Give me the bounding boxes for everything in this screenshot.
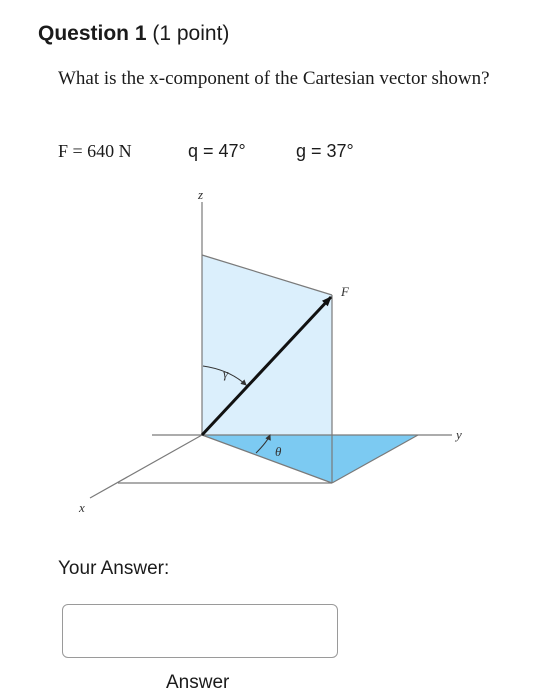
question-number: Question 1 <box>38 22 147 45</box>
given-force: F = 640 N <box>58 141 132 161</box>
x-axis <box>90 435 202 498</box>
axis-z-label: z <box>198 187 204 202</box>
gamma-label: γ <box>223 366 229 381</box>
answer-input[interactable] <box>62 604 338 658</box>
given-angle-q: q = 47° <box>188 141 246 161</box>
question-points: (1 point) <box>152 22 230 45</box>
answer-caption: Answer <box>166 672 230 693</box>
horizontal-plane <box>202 435 418 483</box>
axis-y-label: y <box>456 427 462 442</box>
question-title <box>38 22 229 46</box>
given-values <box>58 141 498 165</box>
vector-f-label: F <box>341 284 349 299</box>
vector-diagram <box>60 180 480 520</box>
given-angle-g: g = 37° <box>296 141 354 161</box>
answer-label: Your Answer: <box>58 558 170 579</box>
axis-x-label: x <box>79 500 85 515</box>
question-text: What is the x-component of the Cartesian vector shown? <box>58 68 490 89</box>
theta-label: θ <box>275 444 282 459</box>
